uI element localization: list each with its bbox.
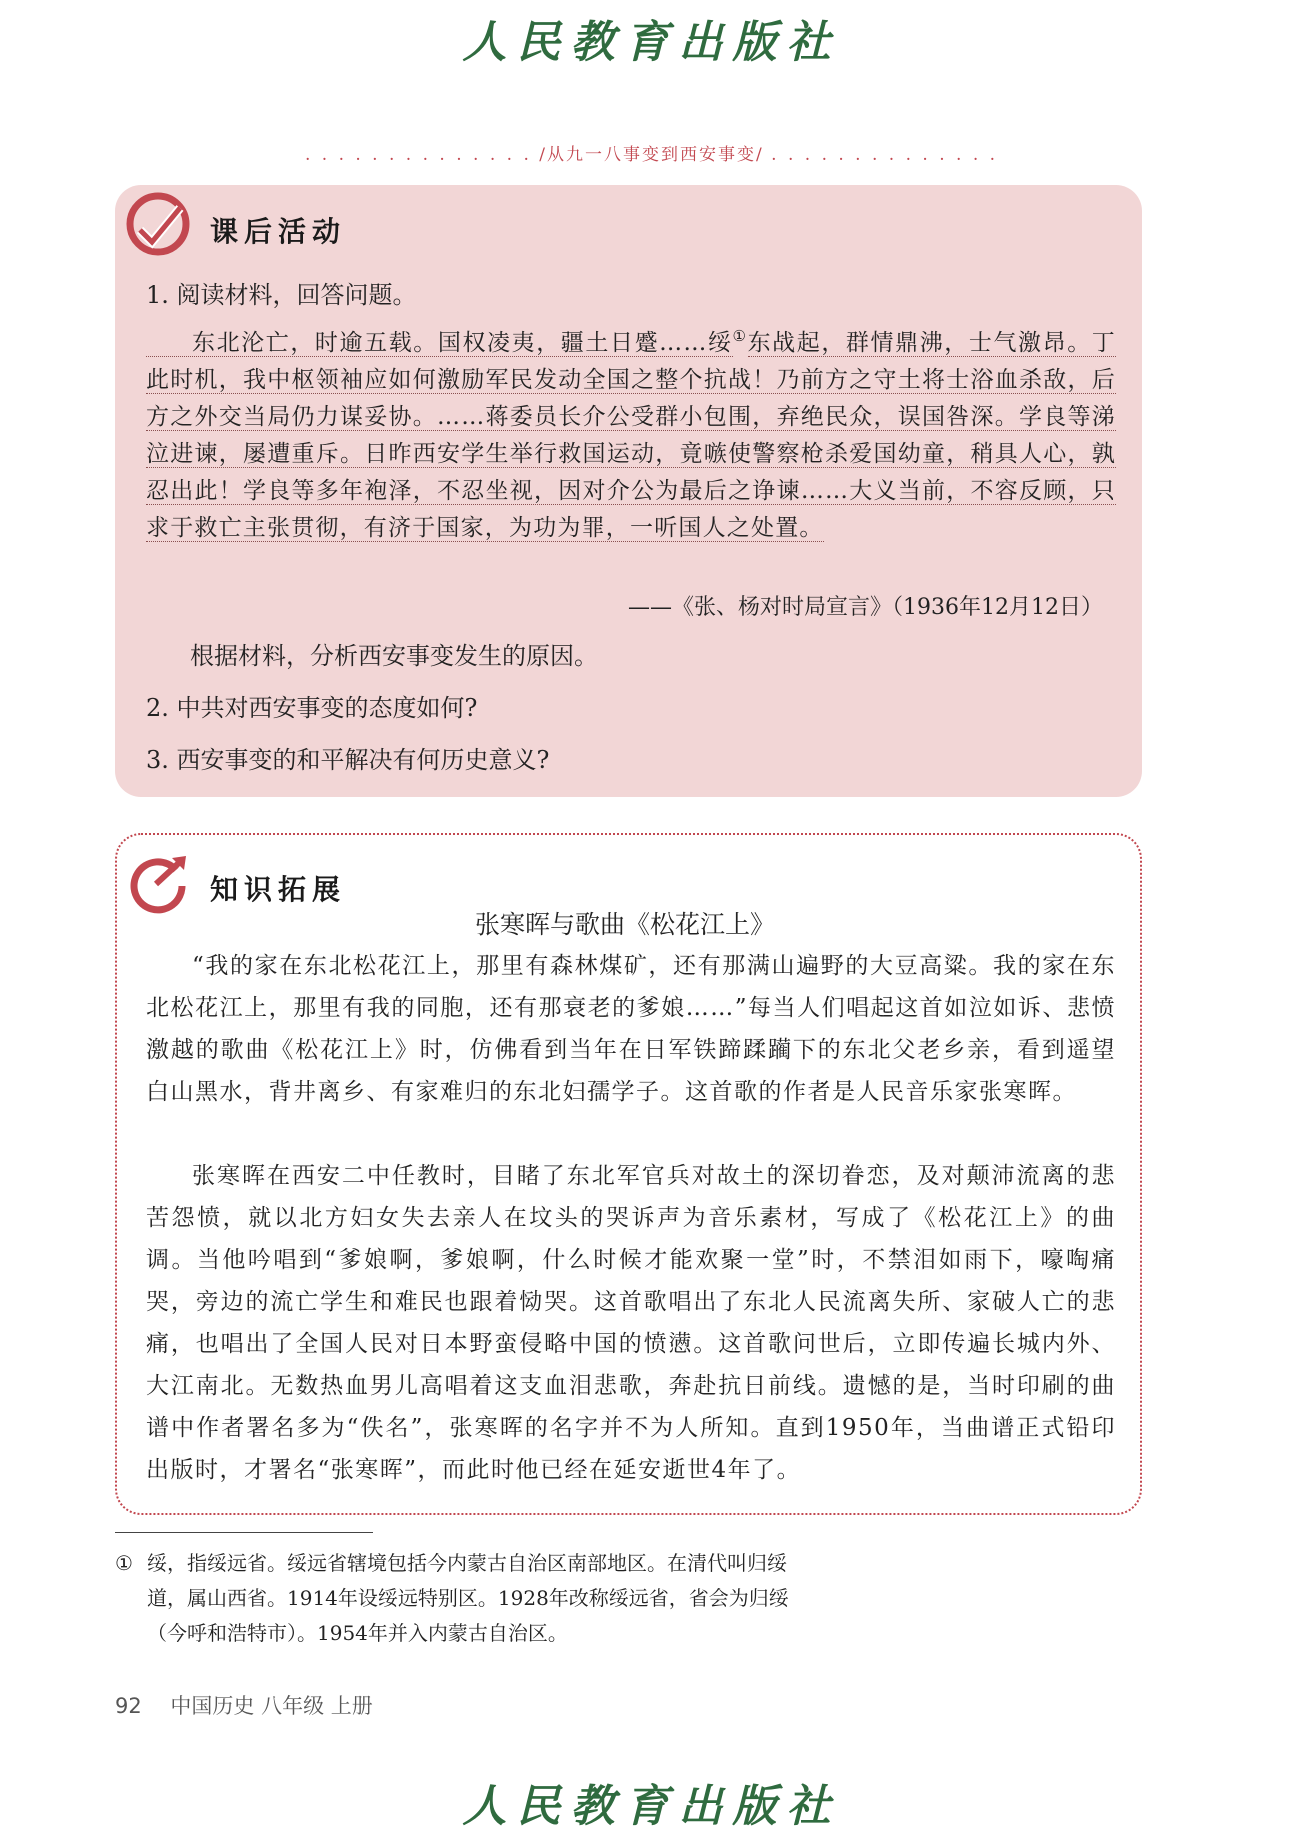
chapter-header xyxy=(0,140,1303,165)
question-1: 1. 阅读材料，回答问题。 xyxy=(146,281,417,309)
passage-text-2: 东战起，群情鼎沸，士气激昂。丁此时机，我中枢领袖应如何激励军民发动全国之整个抗战！乃前方之守土将士浴血杀敌，后方之外交当局仍力谋妥协。……蒋委员长介公受群小包围，弃绝民众，误国咎深。学良等涕泣进谏，屡遭重斥。日昨西安学生举行救国运动，竟嗾使警察枪杀爱国幼童，稍具人心，孰忍出此！学良等多年袍泽，不忍坐视，因对介公为最后之诤谏……大义当前，不容反顾，只求于救亡主张贯彻，有济于国家，为功为罪，一听国人之处置。 xyxy=(146,329,1116,541)
footnote-text: 绥，指绥远省。绥远省辖境包括今内蒙古自治区南部地区。在清代叫归绥道，属山西省。1914年设绥远特别区。1928年改称绥远省，省会为归绥（今呼和浩特市）。1954年并入内蒙古自治区。 xyxy=(147,1551,789,1645)
publisher-logo-top: 人民教育出版社 xyxy=(462,17,841,68)
publisher-logo-bottom: 人民教育出版社 xyxy=(462,1781,841,1832)
decorative-dots-left: . . . . . . . . . . . . . . xyxy=(304,145,532,165)
extension-heading: 张寒晖与歌曲《松花江上》 xyxy=(474,910,775,939)
extension-paragraph-1: “我的家在东北松花江上，那里有森林煤矿，还有那满山遍野的大豆高粱。我的家在东北松花江上，那里有我的同胞，还有那衰老的爹娘……”每当人们唱起这首如泣如诉、悲愤激越的歌曲《松花江上》时，仿佛看到当年在日军铁蹄蹂躏下的东北父老乡亲，看到遥望白山黑水，背井离乡、有家难归的东北妇孺学子。这首歌的作者是人民音乐家张寒晖。 xyxy=(146,953,1116,1105)
page-footer xyxy=(115,1690,373,1720)
question-1-prompt: 根据材料，分析西安事变发生的原因。 xyxy=(190,642,598,670)
decorative-dots-right: . . . . . . . . . . . . . . xyxy=(771,145,999,165)
extension-paragraph-2: 张寒晖在西安二中任教时，目睹了东北军官兵对故土的深切眷恋，及对颠沛流离的悲苦怨愤，就以北方妇女失去亲人在坟头的哭诉声为音乐素材，写成了《松花江上》的曲调。当他吟唱到“爹娘啊，爹娘啊，什么时候才能欢聚一堂”时，不禁泪如雨下，嚎啕痛哭，旁边的流亡学生和难民也跟着恸哭。这首歌唱出了东北人民流离失所、家破人亡的悲痛，也唱出了全国人民对日本野蛮侵略中国的愤懑。这首歌问世后，立即传遍长城内外、大江南北。无数热血男儿高唱着这支血泪悲歌，奔赴抗日前线。遗憾的是，当时印刷的曲谱中作者署名多为“佚名”，张寒晖的名字并不为人所知。直到1950年，当曲谱正式铅印出版时，才署名“张寒晖”，而此时他已经在延安逝世4年了。 xyxy=(146,1163,1116,1483)
footnote-ref: ① xyxy=(732,327,748,345)
source-passage xyxy=(146,318,1116,547)
pencil-check-icon xyxy=(126,192,190,256)
page-number: 92 xyxy=(115,1694,142,1718)
footnote xyxy=(115,1546,795,1651)
passage-source: ——《张、杨对时局宣言》（1936年12月12日） xyxy=(628,595,1103,620)
passage-text-1: 东北沦亡，时逾五载。国权凌夷，疆土日蹙……绥 xyxy=(146,330,733,357)
footnote-divider xyxy=(115,1532,373,1533)
extension-title: 知识拓展 xyxy=(210,873,347,906)
question-3: 3. 西安事变的和平解决有何历史意义? xyxy=(146,746,550,774)
question-2: 2. 中共对西安事变的态度如何? xyxy=(146,694,478,722)
chapter-title: /从九一八事变到西安事变/ xyxy=(539,145,764,165)
book-title: 中国历史 八年级 上册 xyxy=(170,1694,373,1718)
footnote-mark: ① xyxy=(115,1551,133,1575)
activity-title: 课后活动 xyxy=(210,215,347,248)
